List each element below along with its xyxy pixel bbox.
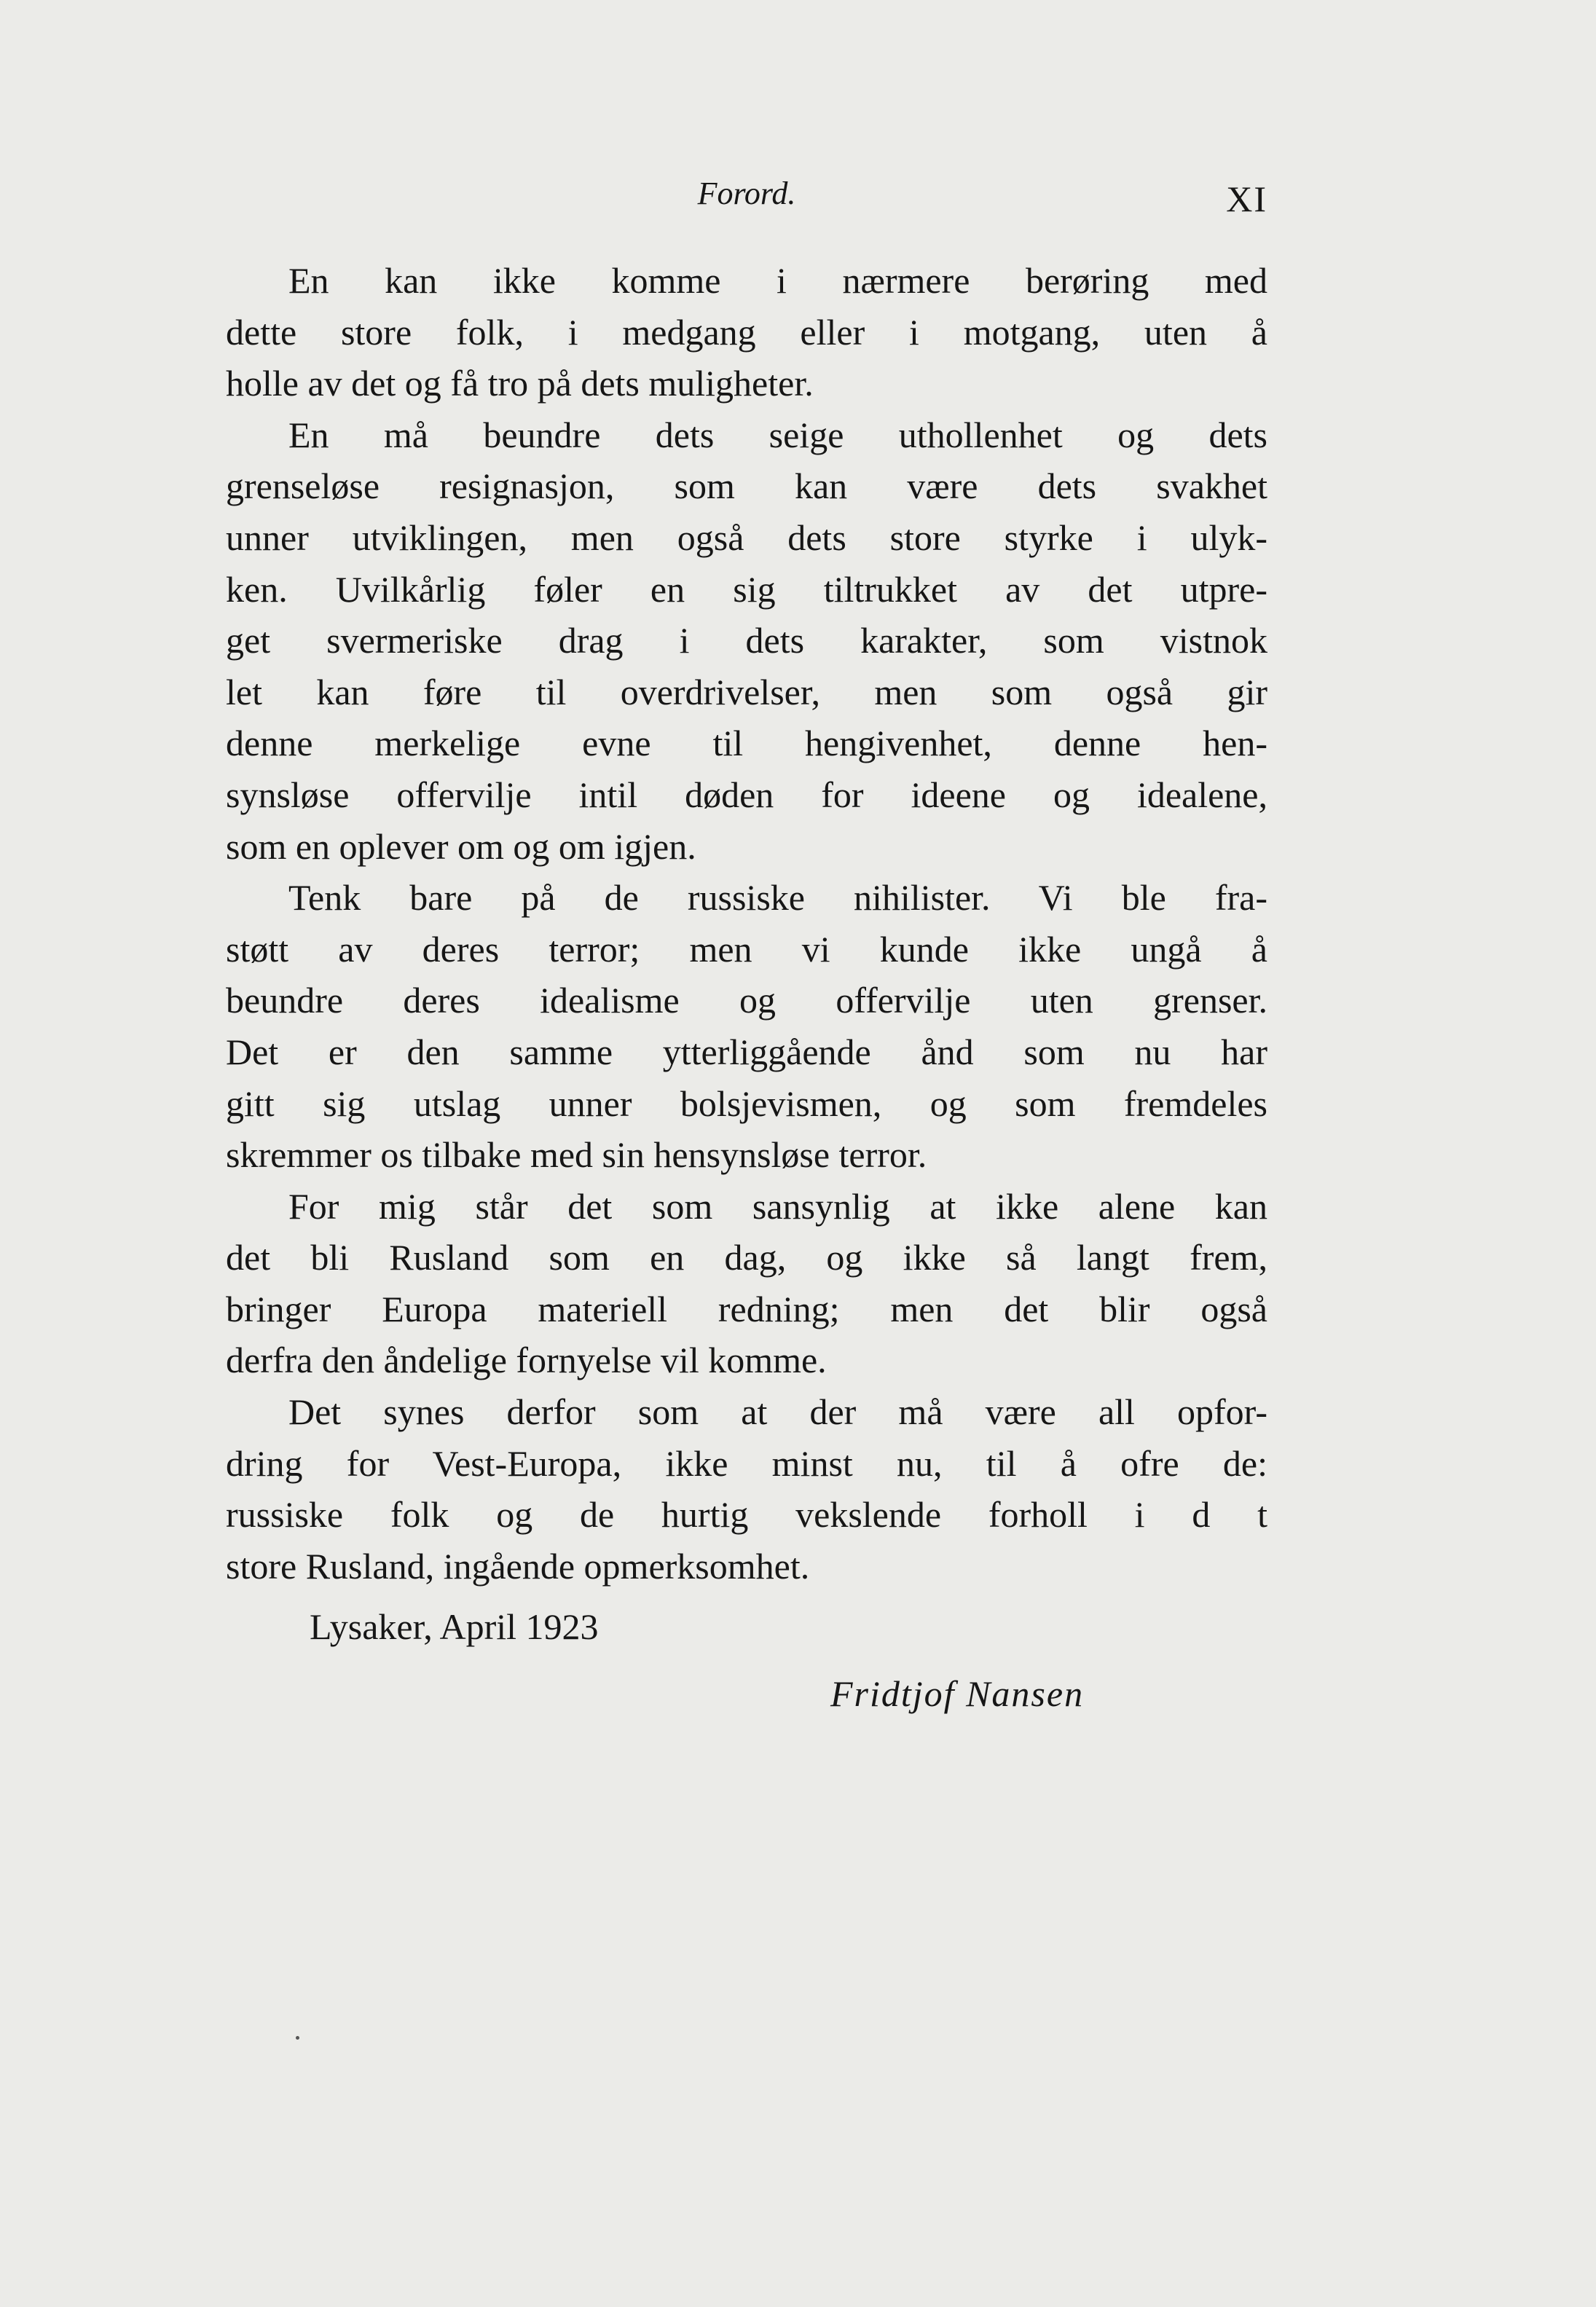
text-line: unner utviklingen, men også dets store styrke i ulyk- [226, 516, 1267, 558]
text-line: Tenk bare på de russiske nihilister. Vi ble fra- [288, 877, 1267, 919]
running-head [226, 169, 1267, 220]
text-line: holle av det og få tro på dets muligheter. [226, 363, 814, 404]
text-line: For mig står det som sansynlig at ikke alene kan [288, 1185, 1267, 1227]
text-line: det bli Rusland som en dag, og ikke så langt frem, [226, 1237, 1267, 1278]
text-line: gitt sig utslag unner bolsjevismen, og som fremdeles [226, 1082, 1267, 1124]
text-line: En kan ikke komme i nærmere berøring med [288, 260, 1267, 301]
text-line: dette store folk, i medgang eller i motgang, uten å [226, 311, 1267, 353]
text-line: som en oplever om og om igjen. [226, 825, 696, 867]
text-line: beundre deres idealisme og offervilje uten grenser. [226, 980, 1267, 1021]
text-line: Det er den samme ytterliggående ånd som nu har [226, 1031, 1267, 1072]
text-line: denne merkelige evne til hengivenhet, denne hen- [226, 723, 1267, 764]
text-line: synsløse offervilje intil døden for ideene og idealene, [226, 774, 1267, 815]
text-line: let kan føre til overdrivelser, men som også gir [226, 671, 1267, 712]
text-line: skremmer os tilbake med sin hensynsløse terror. [226, 1134, 927, 1176]
text-line: derfra den åndelige fornyelse vil komme. [226, 1340, 827, 1381]
paper-speck [296, 2036, 299, 2040]
text-line: ken. Uvilkårlig føler en sig tiltrukket av det utpre- [226, 568, 1267, 610]
text-line: grenseløse resignasjon, som kan være dets svakhet [226, 465, 1267, 507]
text-line: Det synes derfor som at der må være all opfor- [288, 1391, 1267, 1433]
text-line: bringer Europa materiell redning; men det blir også [226, 1288, 1267, 1329]
text-line: dring for Vest-Europa, ikke minst nu, til å ofre de: [226, 1442, 1267, 1484]
text-line: store Rusland, ingående opmerksomhet. [226, 1545, 810, 1587]
text-line: støtt av deres terror; men vi kunde ikke ungå å [226, 928, 1267, 970]
place-date: Lysaker, April 1923 [310, 1606, 599, 1647]
running-title: Forord. [697, 176, 796, 211]
text-line: get svermeriske drag i dets karakter, som vistnok [226, 620, 1267, 661]
signature: Fridtjof Nansen [830, 1673, 1085, 1714]
body-text [226, 255, 1267, 1592]
text-line: En må beundre dets seige uthollenhet og dets [288, 414, 1267, 455]
page-number: XI [1226, 178, 1267, 219]
text-line: russiske folk og de hurtig vekslende forholl i d t [226, 1494, 1267, 1536]
